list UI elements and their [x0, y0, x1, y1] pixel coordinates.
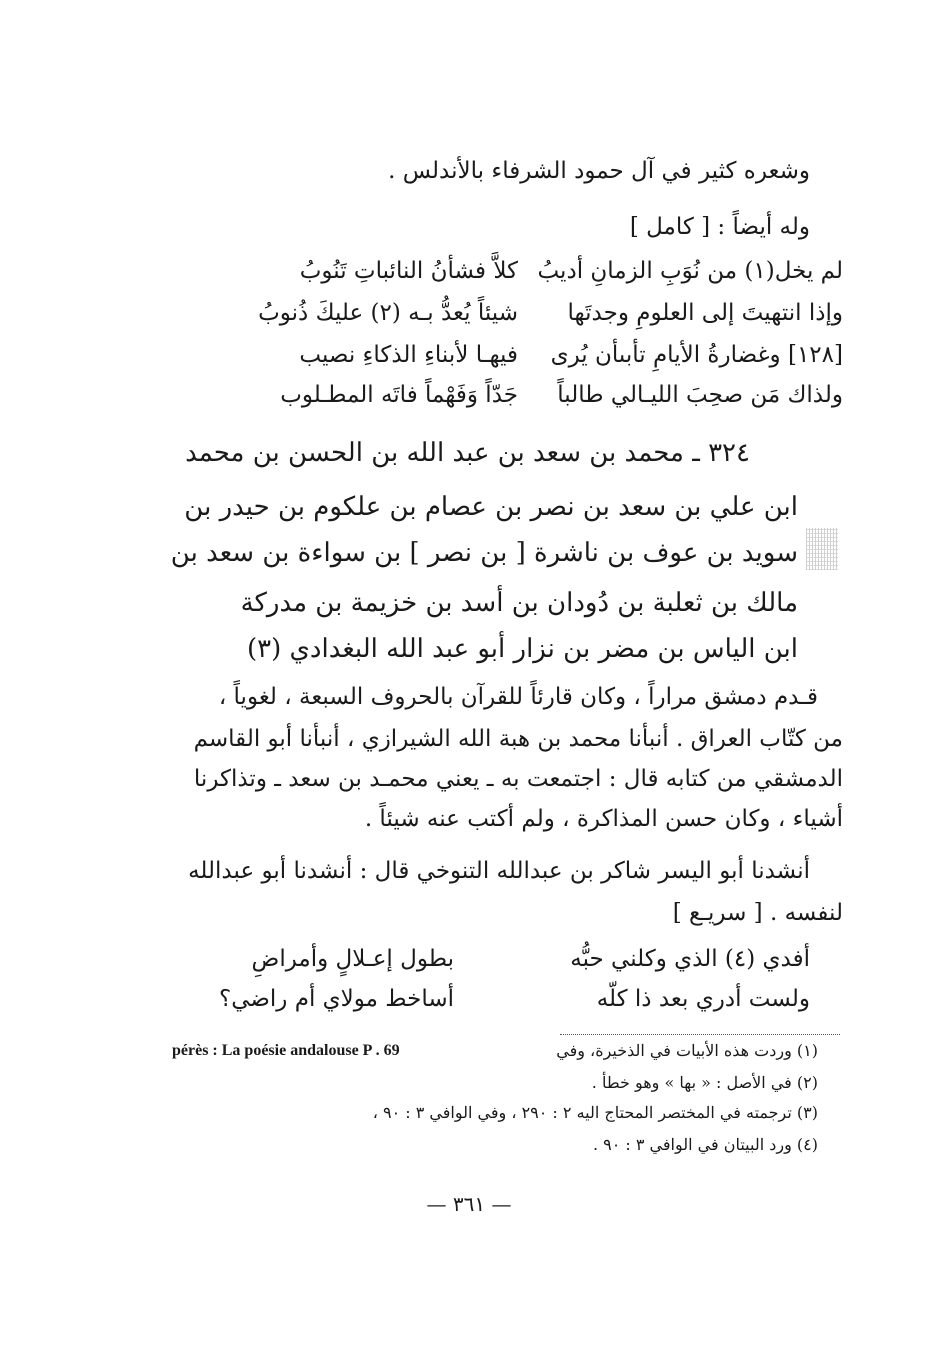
footnote-2: (٢) في الأصل : « بها » وهو خطأ .	[591, 1073, 818, 1092]
verse-1-left: كلاَّ فشأنُ النائباتِ تَنُوبُ	[299, 258, 518, 284]
entry-line-3: مالك بن ثعلبة بن دُودان بن أسد بن خزيمة بن مدركة	[240, 588, 798, 618]
verse-5-right: أفدي (٤) الذي وكلني حبُّه	[570, 946, 810, 972]
verse-3-left: فيهـا لأبناءِ الذكاءِ نصيب	[299, 342, 518, 368]
bio-line-2: من كتّاب العراق . أنبأنا محمد بن هبة الله الشيرازي ، أنبأنا أبو القاسم	[193, 726, 843, 752]
footnote-1: (١) وردت هذه الأبيات في الذخيرة، وفي	[556, 1041, 818, 1060]
bio-line-3: الدمشقي من كتابه قال : اجتمعت به ـ يعني محمـد بن سعد ـ وتذاكرنا	[193, 766, 843, 792]
footnote-1-latin: pérès : La poésie andalouse P . 69	[172, 1042, 400, 1059]
intro-line-2: وله أيضاً : [ كامل ]	[629, 214, 810, 240]
entry-line-2: سويد بن عوف بن ناشرة [ بن نصر ] بن سواءة بن سعد بن	[170, 538, 798, 568]
page-number: — ٣٦١ —	[426, 1192, 512, 1216]
bio-line-4: أشياء ، وكان حسن المذاكرة ، ولم أكتب عنه شيئاً .	[364, 806, 843, 832]
bio-line-1: قـدم دمشق مراراً ، وكان قارئاً للقرآن بالحروف السبعة ، لغوياً ،	[218, 684, 818, 710]
footnote-divider	[560, 1034, 840, 1035]
verse-1-right: لم يخل(١) من نُوَبِ الزمانِ أديبُ	[537, 258, 843, 284]
verse-4-left: جَدّاً وَفَهْماً فاتَه المطـلوب	[280, 382, 518, 408]
verse-2-right: وإذا انتهيتَ إلى العلومِ وجدتَها	[567, 300, 843, 326]
footnote-4: (٤) ورد البيتان في الوافي ٣ : ٩٠ .	[592, 1135, 818, 1154]
entry-line-1: ابن علي بن سعد بن نصر بن عصام بن علكوم بن حيدر بن	[184, 492, 798, 522]
intro-line-1: وشعره كثير في آل حمود الشرفاء بالأندلس .	[388, 158, 810, 184]
verse-6-right: ولست أدري بعد ذا كلّه	[596, 986, 810, 1012]
footnote-3: (٣) ترجمته في المختصر المحتاج اليه ٢ : ٢٩٠ ، وفي الوافي ٣ : ٩٠ ،	[372, 1103, 818, 1122]
entry-line-4: ابن الياس بن مضر بن نزار أبو عبد الله البغدادي (٣)	[247, 634, 798, 664]
recital-line-2: لنفسه . [ سريـع ]	[672, 900, 843, 926]
verse-3-right: [١٢٨] وغضارةُ الأيامِ تأبىأن يُرى	[550, 342, 843, 368]
verse-5-left: بطول إعـلالٍ وأمراضِ	[251, 946, 454, 972]
verse-2-left: شيئاً يُعدُّ بـه (٢) عليكَ ذُنوبُ	[258, 300, 518, 326]
recital-line-1: أنشدنا أبو اليسر شاكر بن عبدالله التنوخي قال : أنشدنا أبو عبدالله	[188, 858, 810, 884]
entry-heading: ٣٢٤ ـ محمد بن سعد بن عبد الله بن الحسن بن محمد	[185, 438, 750, 468]
verse-4-right: ولذاك مَن صحِبَ الليـالي طالباً	[557, 382, 843, 408]
library-stamp	[806, 528, 838, 570]
verse-6-left: أساخط مولاي أم راضي؟	[218, 986, 454, 1012]
